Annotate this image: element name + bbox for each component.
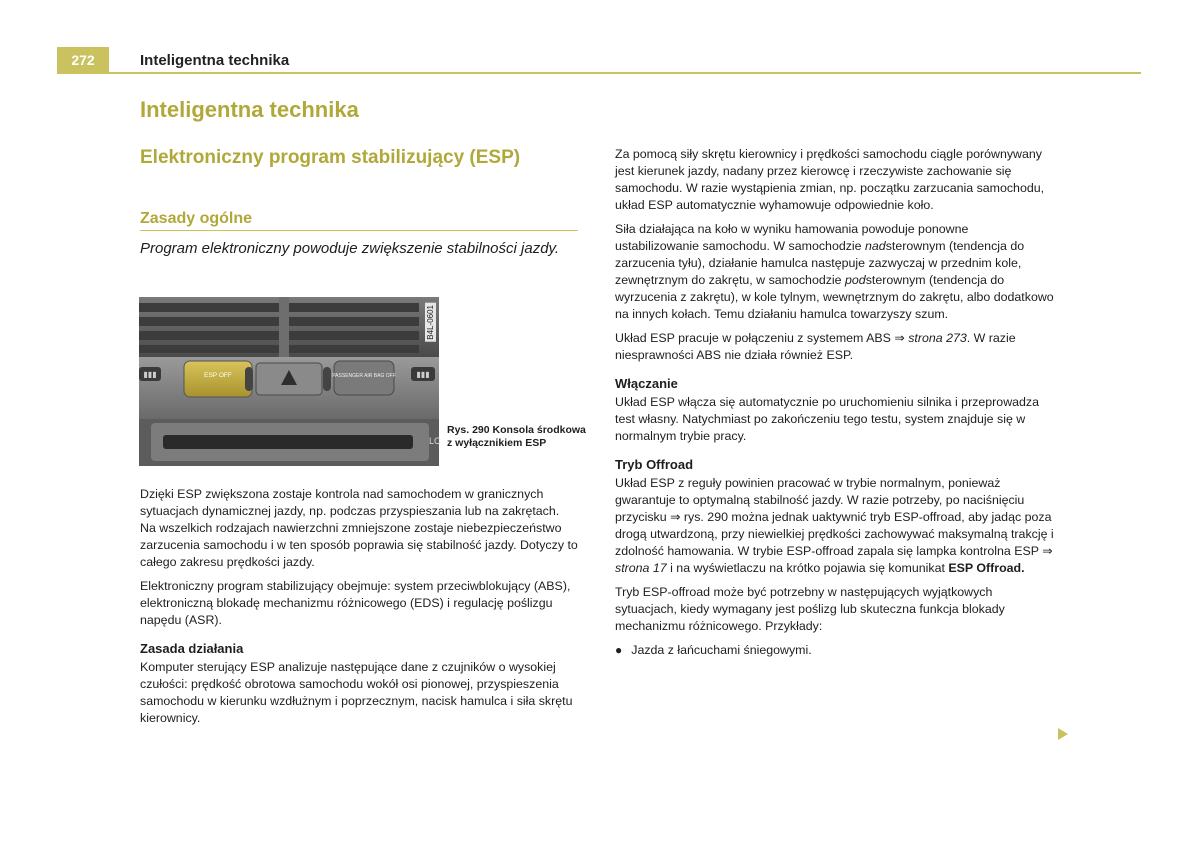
page-reference[interactable]: strona 17	[615, 561, 667, 575]
left-column	[140, 486, 578, 734]
list-item: ● Jazda z łańcuchami śniegowymi.	[615, 643, 812, 657]
svg-text:LC	[429, 436, 441, 446]
cd-slot	[163, 435, 413, 449]
airbag-button-label: PASSENGER AIR BAG OFF	[332, 373, 396, 379]
svg-text:▮▮▮: ▮▮▮	[416, 370, 430, 379]
svg-text:ESP OFF	[204, 372, 232, 379]
heading-offroad: Tryb Offroad	[615, 457, 694, 472]
section-title: Inteligentna technika	[140, 97, 359, 122]
paragraph-braking: Siła działająca na koło w wyniku hamowania powoduje ponowne ustabilizowanie samochodu. W samochodzie nadsterownym (tendencja do zarzucenia tyłu), działanie hamulca następuje zazwyczaj w przednim kole, zewnętrznym do zakrętu, w samochodzie podsterownym (tendencja do wyrzucenia z zakrętu), w kole tylnym, wewnętrznym do zakrętu, albo dodatkowo na innych kołach. Temu działaniu hamulca towarzyszy szum.	[615, 222, 1054, 321]
console-illustration	[139, 297, 439, 466]
paragraph: Układ ESP włącza się automatycznie po uruchomieniu silnika i przeprowadza test własny. Natychmiast po zakończeniu tego testu, system znajduje się w normalnym trybie pracy.	[615, 395, 1040, 443]
continue-arrow-icon	[1058, 728, 1068, 740]
svg-text:▮▮▮: ▮▮▮	[143, 370, 157, 379]
paragraph: Za pomocą siły skrętu kierownicy i prędkości samochodu ciągle porównywany jest kierunek jazdy, nadany przez kierowcę i rzeczywiste zachowanie się samochodu. W razie wystąpienia zmian, np. początku zarzucania samochodu, układ ESP automatycznie wyhamowuje odpowiednie koło.	[615, 147, 1045, 212]
figure-caption: Rys. 290 Konsola środkowa z wyłącznikiem ESP	[447, 424, 586, 449]
bullet-icon: ●	[615, 643, 623, 657]
center-console-figure	[139, 297, 439, 466]
subsection-rule	[140, 230, 578, 231]
heading-principle: Zasada działania	[140, 641, 244, 656]
svg-text:PASSENGER AIR BAG OFF	[332, 373, 396, 379]
paragraph: Komputer sterujący ESP analizuje następujące dane z czujników o wysokiej czułości: prędkość obrotowa samochodu wokół osi pionowej, przyspieszenia samochodu w kierunku wzdłużnym i poprzecznym, nacisk hamulca i siła skrętu kierownicy.	[140, 660, 573, 725]
heading-switch-on: Włączanie	[615, 376, 678, 391]
paragraph: Dzięki ESP zwiększona zostaje kontrola nad samochodem w granicznych sytuacjach dynamicznej jazdy, np. podczas przyspieszania lub na zakrętach. Na wszelkich rodzajach nawierzchni zmniejszone zostaje niebezpieczeństwo zarzucenia samochodu i w ten sposób poprawia się stabilność jazdy. Dotyczy to całego zakresu prędkości jazdy.	[140, 487, 578, 569]
paragraph: Elektroniczny program stabilizujący obejmuje: system przeciwblokujący (ABS), elektroniczną blokadę mechanizmu różnicowego (EDS) i regulację poślizgu napędu (ASR).	[140, 579, 571, 627]
page-reference[interactable]: strona 273	[908, 331, 967, 345]
esp-button-label: ESP OFF	[204, 372, 232, 379]
paragraph-abs: Układ ESP pracuje w połączeniu z systemem ABS ⇒ strona 273. W razie niesprawności ABS nie działa również ESP.	[615, 331, 1016, 362]
lead-text: Program elektroniczny powoduje zwiększenie stabilności jazdy.	[140, 240, 560, 257]
running-title: Inteligentna technika	[140, 52, 290, 69]
section-subtitle: Elektroniczny program stabilizujący (ESP)	[140, 147, 521, 168]
slot-edge-label: LC	[429, 436, 441, 446]
paragraph-offroad: Układ ESP z reguły powinien pracować w trybie normalnym, ponieważ gwarantuje to optymalną stabilność jazdy. W razie potrzeby, po naciśnięciu przycisku ⇒ rys. 290 można jednak uaktywnić tryb ESP-offroad, aby jadąc poza drogą utwardzoną, przy niewielkiej prędkości zachowywać maksymalną trakcję i zdolność hamowania. W trybie ESP-offroad zapala się lampka kontrolna ESP ⇒ strona 17 i na wyświetlaczu na krótko pojawia się komunikat ESP Offroad.	[615, 476, 1054, 575]
page-number: 272	[57, 47, 109, 73]
figure-code: B4L-0601	[426, 305, 435, 340]
subsection-title: Zasady ogólne	[140, 210, 253, 227]
header-rule	[57, 72, 1141, 74]
paragraph: Tryb ESP-offroad może być potrzebny w następujących wyjątkowych sytuacjach, kiedy wymagany jest poślizg lub skuteczna funkcja blokady mechanizmu różnicowego. Przykłady:	[615, 585, 1005, 633]
right-column	[615, 146, 1055, 659]
